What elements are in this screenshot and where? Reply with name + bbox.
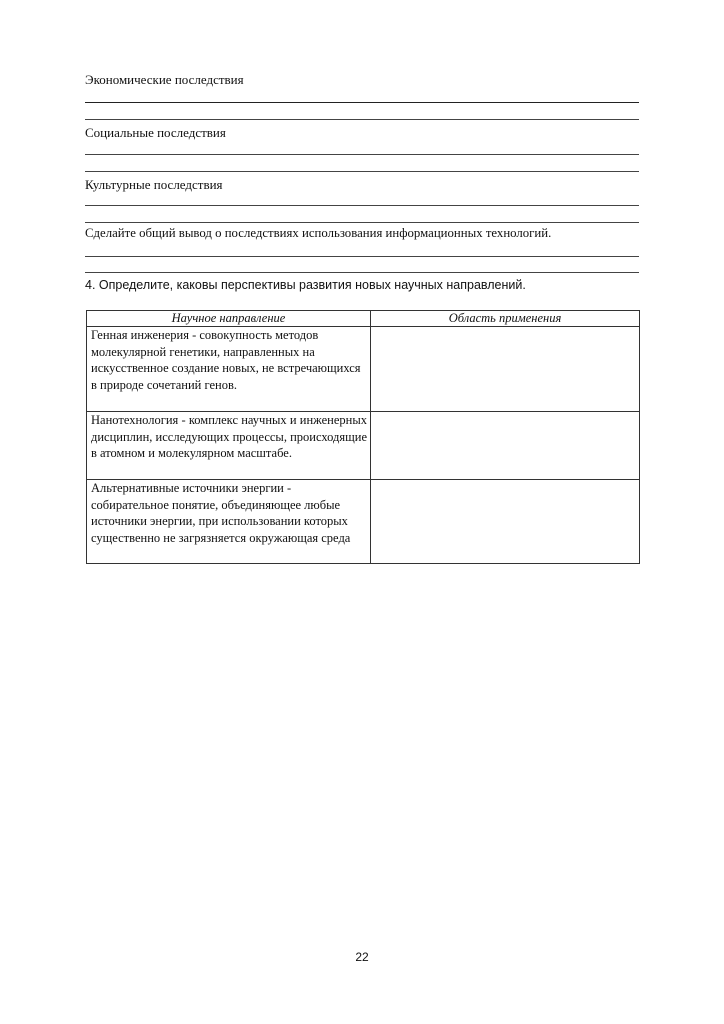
- economic-consequences-label: Экономические последствия: [85, 72, 244, 87]
- direction-cell: Нанотехнология - комплекс научных и инженерных дисциплин, исследующих процессы, происходящие в атомном и молекулярном масштабе.: [87, 412, 371, 480]
- science-directions-table: [86, 310, 640, 564]
- answer-line: [85, 256, 639, 257]
- application-cell[interactable]: [371, 480, 640, 564]
- header-direction: Научное направление: [87, 311, 371, 327]
- application-cell[interactable]: [371, 412, 640, 480]
- social-consequences-label: Социальные последствия: [85, 125, 226, 140]
- table-row: [87, 480, 640, 564]
- answer-line: [85, 154, 639, 155]
- conclusion-prompt: Сделайте общий вывод о последствиях использования информационных технологий.: [85, 226, 552, 240]
- header-application: Область применения: [371, 311, 640, 327]
- answer-line: [85, 102, 639, 103]
- cultural-consequences-label: Культурные последствия: [85, 177, 223, 192]
- application-cell[interactable]: [371, 327, 640, 412]
- direction-cell: Альтернативные источники энергии - собирательное понятие, объединяющее любые источники энергии, при использовании которых существенно не загрязняется окружающая среда: [87, 480, 371, 564]
- task-4-title: 4. Определите, каковы перспективы развития новых научных направлений.: [85, 278, 526, 292]
- page-number: 22: [355, 950, 369, 964]
- answer-line: [85, 171, 639, 172]
- answer-line: [85, 119, 639, 120]
- table-header-row: [87, 311, 640, 327]
- table-row: [87, 327, 640, 412]
- direction-cell: Генная инженерия - совокупность методов молекулярной генетики, направленных на искусственное создание новых, не встречающихся в природе сочетаний генов.: [87, 327, 371, 412]
- answer-line: [85, 205, 639, 206]
- answer-line: [85, 222, 639, 223]
- answer-line: [85, 272, 639, 273]
- table-row: [87, 412, 640, 480]
